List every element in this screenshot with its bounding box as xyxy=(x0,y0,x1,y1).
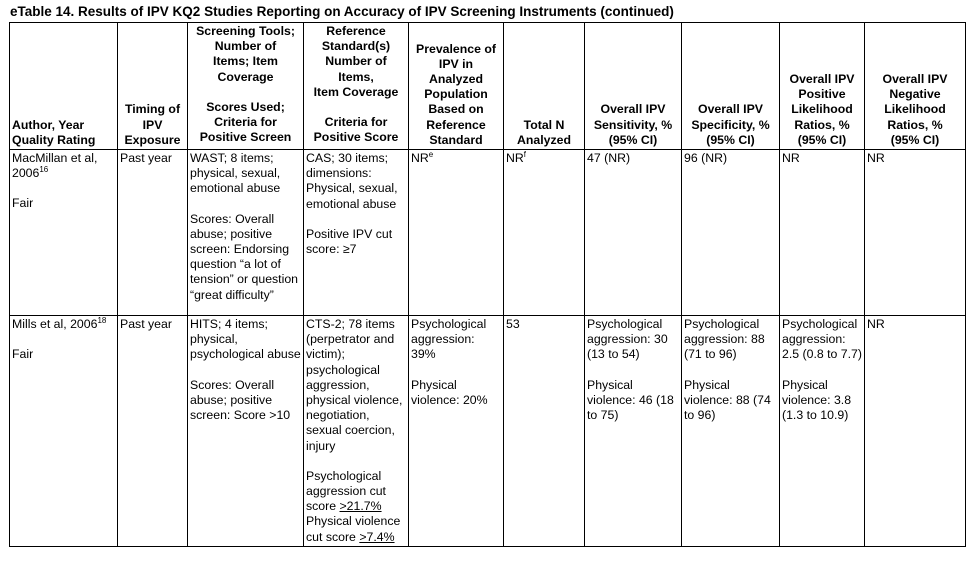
cell-reference-standard: CTS-2; 78 items (perpetrator and victim); psychological aggression, physical violence, negotiation, sexual coercion, injury Psychological aggression cut score >21.7% Physical violence cut score >7.4% xyxy=(304,316,409,547)
cell-reference-standard: CAS; 30 items; dimensions: Physical, sexual, emotional abuse Positive IPV cut score: ≥7 xyxy=(304,150,409,316)
cell-specificity: Psychological aggression: 88 (71 to 96) Physical violence: 88 (74 to 96) xyxy=(682,316,780,547)
header-row xyxy=(10,23,966,150)
cell-screening-tool: HITS; 4 items; physical, psychological abuse Scores: Overall abuse; positive screen: Score >10 xyxy=(188,316,304,547)
header-author: Author, Year Quality Rating xyxy=(10,23,118,150)
cell-negative-lr: NR xyxy=(865,150,966,316)
cell-positive-lr: NR xyxy=(780,150,865,316)
cell-total-n: $NR^f$ xyxy=(504,150,585,316)
cell-specificity: 96 (NR) xyxy=(682,150,780,316)
table-row xyxy=(10,316,966,547)
cell-screening-tool: WAST; 8 items; physical, sexual, emotional abuse Scores: Overall abuse; positive screen: Endorsing question “a lot of tension” or question “great difficulty” xyxy=(188,150,304,316)
cell-prevalence: $NR^e$ xyxy=(409,150,504,316)
cell-prevalence: Psychological aggression: 39% Physical violence: 20% xyxy=(409,316,504,547)
cell-timing: Past year xyxy=(118,150,188,316)
header-screening-tools: Screening Tools; Number of Items; Item Coverage Scores Used; Criteria for Positive Screen xyxy=(188,23,304,150)
header-prevalence: Prevalence of IPV in Analyzed Population Based on Reference Standard xyxy=(409,23,504,150)
cell-positive-lr: Psychological aggression: 2.5 (0.8 to 7.7) Physical violence: 3.8 (1.3 to 10.9) xyxy=(780,316,865,547)
header-total-n: Total N Analyzed xyxy=(504,23,585,150)
table-row xyxy=(10,150,966,316)
cell-timing: Past year xyxy=(118,316,188,547)
cell-author: Mills et al, 2006$^{18}$ Fair xyxy=(10,316,118,547)
header-negative-lr: Overall IPV Negative Likelihood Ratios, % (95% CI) xyxy=(865,23,966,150)
header-reference-standard: Reference Standard(s) Number of Items, Item Coverage Criteria for Positive Score xyxy=(304,23,409,150)
cell-sensitivity: 47 (NR) xyxy=(585,150,682,316)
cell-author: MacMillan et al, 2006$^{16}$ Fair xyxy=(10,150,118,316)
results-table xyxy=(9,22,966,547)
header-sensitivity: Overall IPV Sensitivity, % (95% CI) xyxy=(585,23,682,150)
header-positive-lr: Overall IPV Positive Likelihood Ratios, % (95% CI) xyxy=(780,23,865,150)
table-title: eTable 14. Results of IPV KQ2 Studies Reporting on Accuracy of IPV Screening Instruments (continued) xyxy=(10,4,674,19)
cell-total-n: 53 xyxy=(504,316,585,547)
header-specificity: Overall IPV Specificity, % (95% CI) xyxy=(682,23,780,150)
cell-sensitivity: Psychological aggression: 30 (13 to 54) Physical violence: 46 (18 to 75) xyxy=(585,316,682,547)
header-timing: Timing of IPV Exposure xyxy=(118,23,188,150)
cell-negative-lr: NR xyxy=(865,316,966,547)
